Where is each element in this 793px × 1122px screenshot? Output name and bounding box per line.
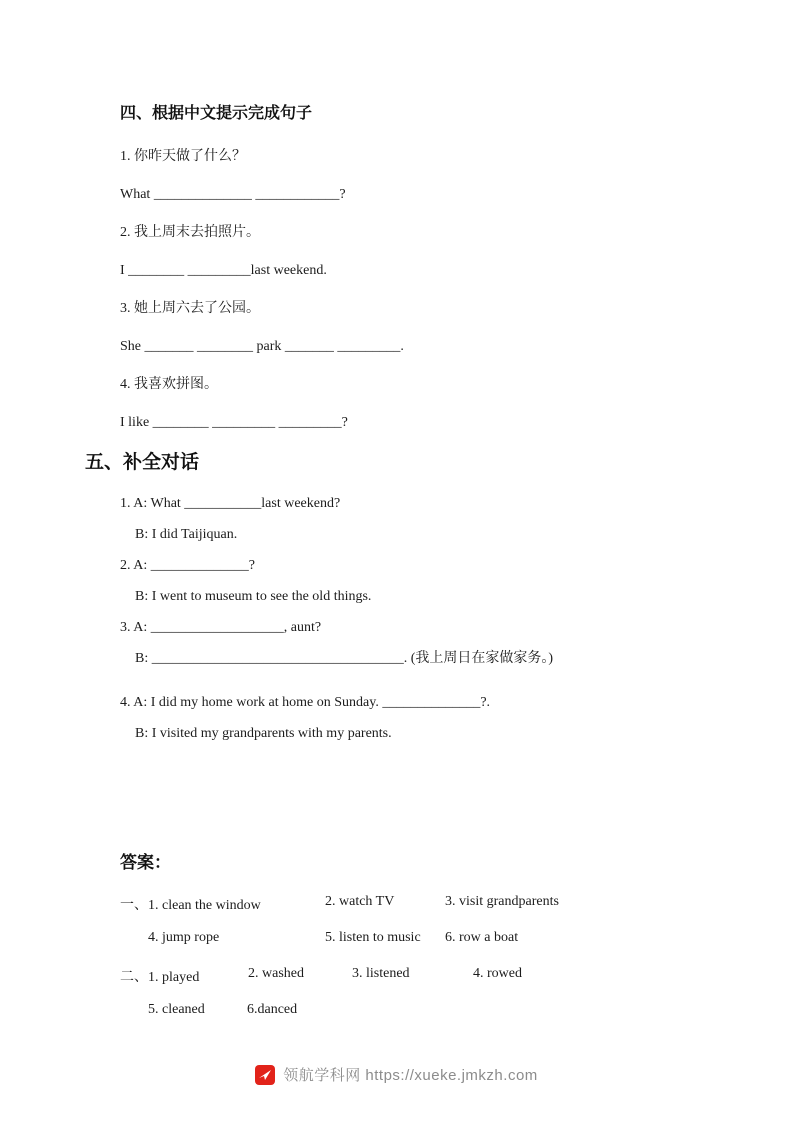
section-5 bbox=[85, 451, 748, 742]
s4-q1-blank-line: What ______________ ____________? bbox=[120, 187, 346, 202]
s4-q4-chinese: 4. 我喜欢拼图。 bbox=[120, 377, 218, 392]
worksheet-content bbox=[85, 103, 748, 1038]
answer-cell: 一、1. clean the window bbox=[120, 898, 261, 913]
answers-row-4 bbox=[120, 1002, 748, 1021]
s5-d4-speaker-b: B: I visited my grandparents with my parents. bbox=[135, 726, 392, 741]
section-5-title: 五、补全对话 bbox=[85, 452, 200, 473]
footer bbox=[0, 1064, 793, 1085]
s5-d3-speaker-a: 3. A: ___________________, aunt? bbox=[120, 620, 322, 635]
s4-q2-blank-line: I ________ _________last weekend. bbox=[120, 263, 327, 278]
answer-cell: 6. row a boat bbox=[445, 930, 519, 945]
answer-cell: 3. visit grandparents bbox=[445, 894, 559, 909]
answers-row-2 bbox=[120, 930, 748, 949]
answer-cell: 2. watch TV bbox=[325, 894, 395, 909]
answer-cell: 4. jump rope bbox=[148, 930, 220, 945]
footer-site-text: 领航学科网 https://xueke.jmkzh.com bbox=[283, 1067, 538, 1084]
section-4 bbox=[120, 103, 748, 432]
xueke-logo-icon bbox=[255, 1065, 275, 1085]
answer-cell: 二、1. played bbox=[120, 970, 200, 985]
answers-row-1 bbox=[120, 894, 748, 913]
answer-cell: 3. listened bbox=[352, 966, 410, 981]
s5-d1-speaker-a: 1. A: What ___________last weekend? bbox=[120, 496, 341, 511]
answers-row-3 bbox=[120, 966, 748, 985]
s4-q4-blank-line: I like ________ _________ _________? bbox=[120, 415, 348, 430]
answers-title: 答案： bbox=[120, 853, 171, 872]
answers-section bbox=[120, 852, 748, 1021]
section-4-title: 四、根据中文提示完成句子 bbox=[120, 105, 313, 122]
s4-q1-chinese: 1. 你昨天做了什么？ bbox=[120, 149, 246, 164]
s5-d1-speaker-b: B: I did Taijiquan. bbox=[135, 527, 238, 542]
answer-cell: 5. listen to music bbox=[325, 930, 421, 945]
s4-q3-blank-line: She _______ ________ park _______ _________. bbox=[120, 339, 404, 354]
s5-d4-speaker-a: 4. A: I did my home work at home on Sunday. ______________?. bbox=[120, 695, 491, 710]
answer-cell: 2. washed bbox=[248, 966, 304, 981]
s5-d2-speaker-a: 2. A: ______________? bbox=[120, 558, 255, 573]
answer-cell: 5. cleaned bbox=[148, 1002, 205, 1017]
s4-q3-chinese: 3. 她上周六去了公园。 bbox=[120, 301, 260, 316]
s5-d3-speaker-b: B: ____________________________________. (我上周日在家做家务。) bbox=[135, 651, 554, 666]
answer-cell: 6.danced bbox=[247, 1002, 298, 1017]
s4-q2-chinese: 2. 我上周末去拍照片。 bbox=[120, 225, 260, 240]
s5-d2-speaker-b: B: I went to museum to see the old things. bbox=[135, 589, 372, 604]
answer-cell: 4. rowed bbox=[473, 966, 522, 981]
